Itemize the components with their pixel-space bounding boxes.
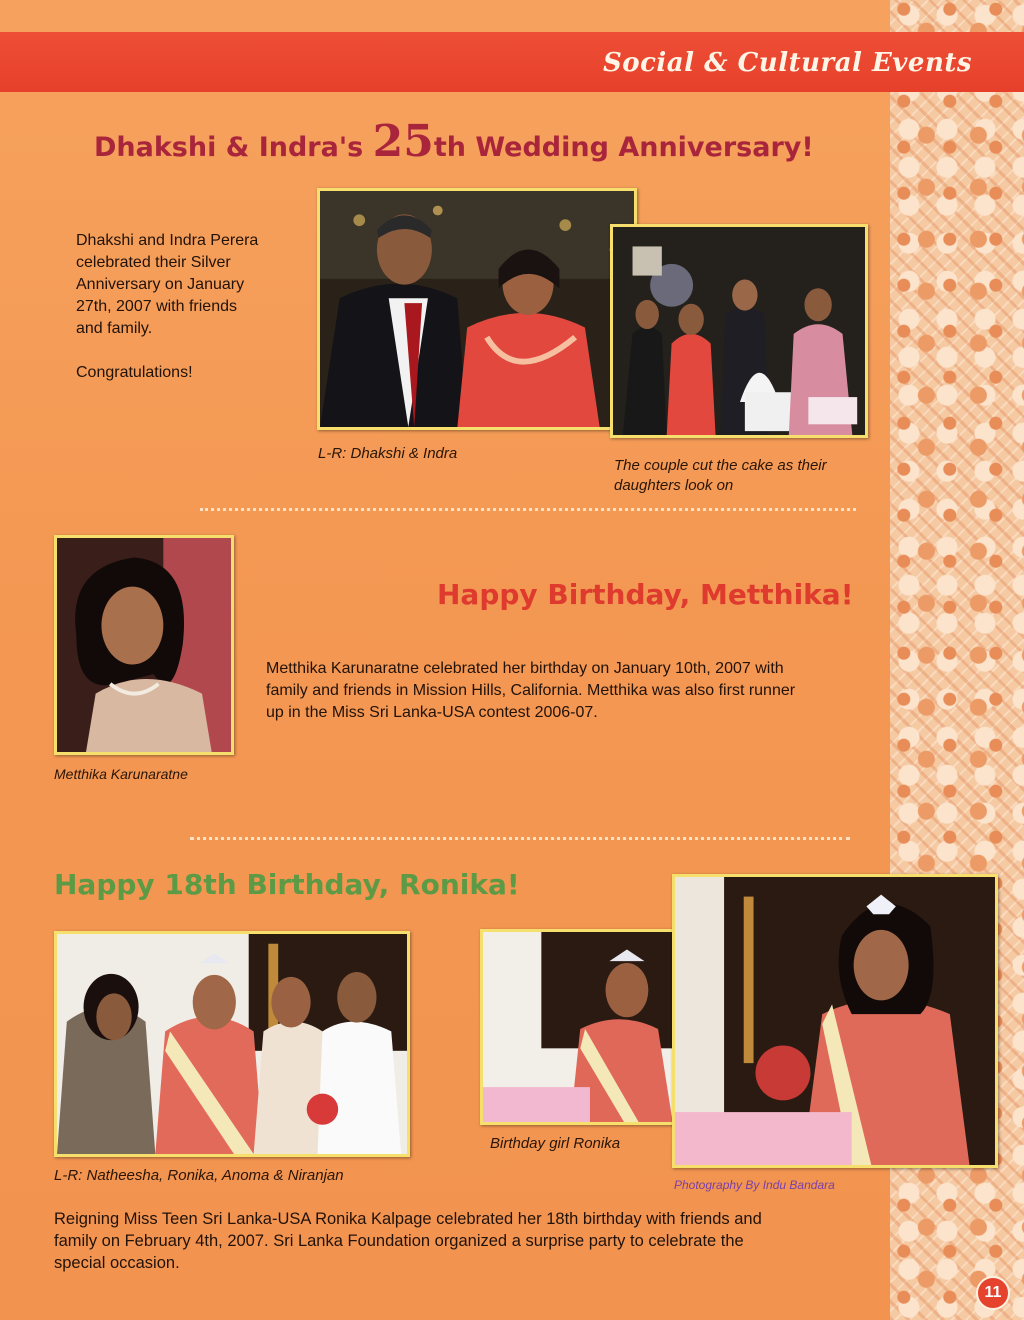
ronika-body-line: special occasion. <box>54 1254 180 1272</box>
photo-ronika-group <box>54 931 410 1157</box>
metthika-body-line: family and friends in Mission Hills, California. Metthika was also first runner <box>266 682 796 699</box>
photo-dhakshi-indra <box>317 188 637 430</box>
photo-cake-cutting-image <box>613 227 865 435</box>
anniversary-body <box>76 230 296 384</box>
photo-birthday-girl <box>480 929 698 1125</box>
photo-metthika <box>54 535 234 755</box>
ronika-body-line: Reigning Miss Teen Sri Lanka-USA Ronika Kalpage celebrated her 18th birthday with friends and <box>54 1210 762 1228</box>
dotted-divider <box>190 837 850 840</box>
anniversary-body-line: Dhakshi and Indra Perera <box>76 232 259 249</box>
photo-ronika-group-caption: L-R: Natheesha, Ronika, Anoma & Niranjan <box>54 1167 344 1184</box>
anniversary-body-line: 27th, 2007 with friends <box>76 298 237 315</box>
photo-metthika-image <box>57 538 231 752</box>
ronika-title: Happy 18th Birthday, Ronika! <box>54 868 520 901</box>
ronika-body-line: family on February 4th, 2007. Sri Lanka Foundation organized a surprise party to celebrate the <box>54 1232 744 1250</box>
metthika-body <box>266 658 876 724</box>
photo-cake-cutting <box>610 224 868 438</box>
anniversary-title <box>94 116 814 167</box>
photo-birthday-girl-caption: Birthday girl Ronika <box>490 1135 621 1152</box>
photo-birthday-girl-image <box>483 932 695 1122</box>
caption-line: The couple cut the cake as their <box>614 457 827 474</box>
anniversary-title-number: 25 <box>372 116 434 167</box>
metthika-body-line: Metthika Karunaratne celebrated her birthday on January 10th, 2007 with <box>266 660 784 677</box>
caption-line: daughters look on <box>614 477 734 494</box>
anniversary-title-part1: Dhakshi & Indra's <box>94 132 373 163</box>
anniversary-title-suffix: th <box>433 132 466 163</box>
anniversary-body-line: and family. <box>76 320 153 337</box>
photo-cake-cutting-caption <box>614 456 827 496</box>
dotted-divider <box>200 508 856 511</box>
photo-metthika-caption: Metthika Karunaratne <box>54 766 188 782</box>
anniversary-congrats: Congratulations! <box>76 364 193 381</box>
photo-credit: Photography By Indu Bandara <box>674 1178 835 1192</box>
anniversary-body-line: celebrated their Silver <box>76 254 231 271</box>
metthika-title: Happy Birthday, Metthika! <box>437 578 854 611</box>
photo-dhakshi-indra-image <box>320 191 634 427</box>
page-number: 11 <box>976 1276 1010 1310</box>
photo-ronika-group-image <box>57 934 407 1154</box>
photo-ronika-crowned-image <box>675 877 995 1165</box>
ronika-body <box>54 1208 874 1274</box>
anniversary-title-part2: Wedding Anniversary! <box>465 132 814 163</box>
photo-ronika-crowned <box>672 874 998 1168</box>
anniversary-body-line: Anniversary on January <box>76 276 245 293</box>
photo-dhakshi-indra-caption: L-R: Dhakshi & Indra <box>318 445 458 462</box>
metthika-body-line: up in the Miss Sri Lanka-USA contest 2006-07. <box>266 704 598 721</box>
section-title: Social & Cultural Events <box>602 48 972 78</box>
